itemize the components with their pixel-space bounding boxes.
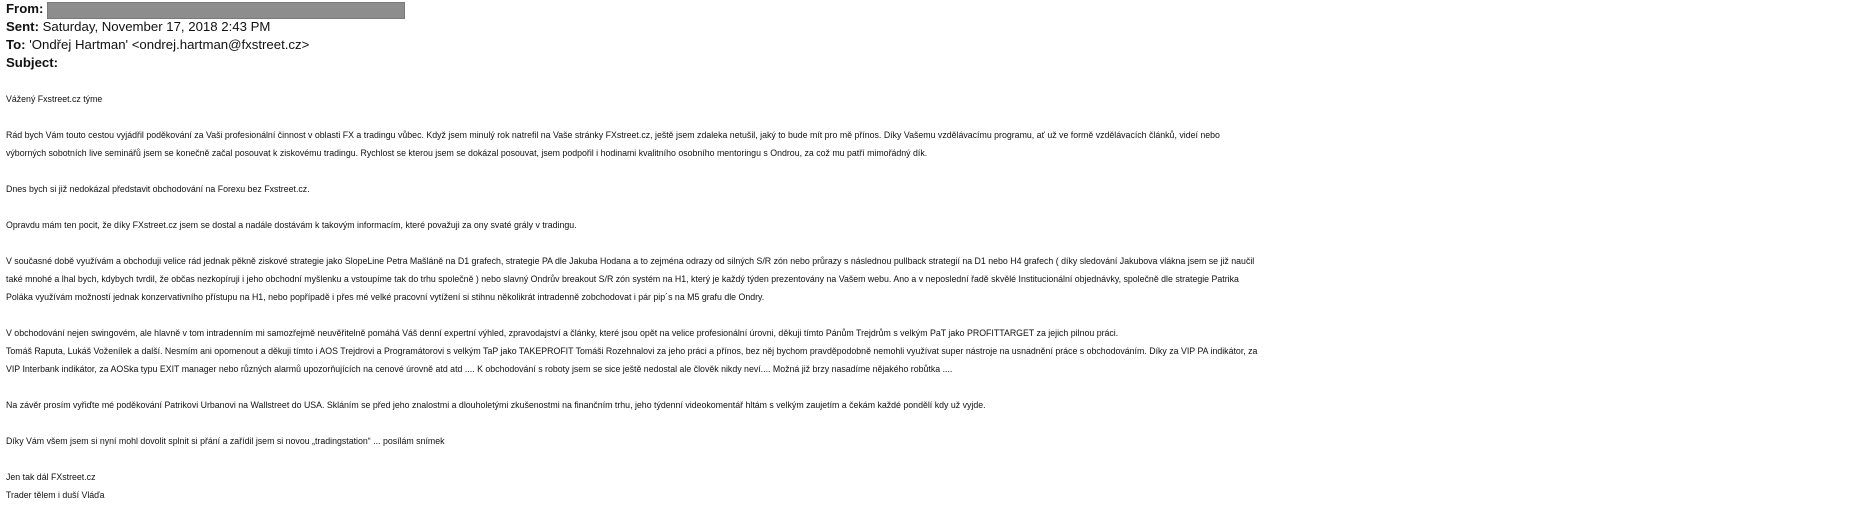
greeting: Vážený Fxstreet.cz týme bbox=[6, 94, 103, 104]
to-label: To: bbox=[6, 37, 26, 52]
from-label: From: bbox=[6, 1, 44, 16]
spacer bbox=[6, 234, 1870, 252]
closing-line: Jen tak dál FXstreet.cz bbox=[6, 472, 96, 482]
paragraph-6: Na závěr prosím vyřiďte mé poděkování Patrikovi Urbanovi na Wallstreet do USA. Skláním se před jeho znalostmi a dlouholetými zkušenostmi na finančním trhu, jeho týdenní videokomentář hltám s velkým zaujetím a čekám každé pondělí kdy už vyjde. bbox=[6, 400, 986, 410]
redacted-sender bbox=[47, 2, 405, 19]
paragraph-3: Opravdu mám ten pocit, že díky FXstreet.cz jsem se dostal a nadále dostávám k takovým informacím, které považuji za ony svaté grály v tradingu. bbox=[6, 220, 577, 230]
paragraph-1 bbox=[6, 126, 1870, 162]
to-row bbox=[6, 36, 1870, 54]
spacer bbox=[6, 198, 1870, 216]
sent-value: Saturday, November 17, 2018 2:43 PM bbox=[42, 19, 271, 34]
spacer bbox=[6, 162, 1870, 180]
subject-row bbox=[6, 54, 1870, 72]
email-message bbox=[6, 0, 1870, 504]
spacer bbox=[6, 306, 1870, 324]
spacer bbox=[6, 450, 1870, 468]
signature: Trader tělem i duší Vláďa bbox=[6, 490, 105, 500]
paragraph-line: V obchodování nejen swingovém, ale hlavně v tom intradenním mi samozřejmě neuvěřitelně pomáhá Váš denní expertní výhled, zpravodajství a články, které jsou opět na velice profesionální úrovni, děkuji tímto Pánům Trejdrům s velkým PaT jako PROFITTARGET za jejich pilnou práci. bbox=[6, 328, 1119, 338]
paragraph-4 bbox=[6, 252, 1870, 306]
sent-label: Sent: bbox=[6, 19, 39, 34]
subject-label: Subject: bbox=[6, 55, 59, 70]
spacer bbox=[6, 414, 1870, 432]
spacer bbox=[6, 378, 1870, 396]
paragraph-line: V současné době využívám a obchoduji velice rád jednak pěkně ziskové strategie jako SlopeLine Petra Mašláně na D1 grafech, strategie PA dle Jakuba Hodana a to zejména odrazy od silných S/R zón nebo průrazy s následnou pullback strategií na D1 nebo H4 grafech ( díky sledování Jakubova vlákna jsem se již naučil bbox=[6, 256, 1255, 266]
paragraph-line: VIP Interbank indikátor, za AOSka typu EXIT manager nebo různých alarmů upozorňujících na cenové úrovně atd atd .... K obchodování s roboty jsem se sice ještě nedostal ale člověk nikdy neví.... Možná již brzy nasadíme nějakého robůtka .... bbox=[6, 364, 953, 374]
paragraph-line: Tomáš Raputa, Lukáš Voženílek a další. Nesmím ani opomenout a děkuji tímto i AOS Trejdrovi a Programátorovi s velkým TaP jako TAKEPROFIT Tomáši Rozehnalovi za jeho práci a přínos, bez něj bychom pravděpodobně nemohli využívat super nástroje na usnadnění práce s obchodováním. Díky za VIP PA indikátor, za bbox=[6, 346, 1258, 356]
closing bbox=[6, 468, 1870, 504]
paragraph-7: Díky Vám všem jsem si nyní mohl dovolit splnit si přání a zařídil jsem si novou „tradingstation“ ... posílám snímek bbox=[6, 436, 445, 446]
paragraph-2: Dnes bych si již nedokázal představit obchodování na Forexu bez Fxstreet.cz. bbox=[6, 184, 310, 194]
spacer bbox=[6, 108, 1870, 126]
paragraph-line: také mnohé a lhal bych, kdybych tvrdil, že občas nezkopíruji i jeho obchodní myšlenku a vstoupíme tak do trhu společně ) nebo slavný Ondrův breakout S/R zón systém na H1, který je každý týden prezentovány na Vašem webu. Ano a v neposlední řadě skvělé Institucionální objednávky, společně dle strategie Patrika bbox=[6, 274, 1239, 284]
sent-row bbox=[6, 18, 1870, 36]
paragraph-line: Poláka využívám možností jednak konzervativního přístupu na H1, nebo popřípadě i přes mé velké pracovní vytížení si stihnu několikrát intradenně zobchodovat i pár pip´s na M5 grafu dle Ondry. bbox=[6, 292, 765, 302]
paragraph-line: výborných sobotních live seminářů jsem se konečně začal posouvat k ziskovému tradingu. Rychlost se kterou jsem se dokázal posouvat, jsem podpořil i hodinami kvalitního osobního mentoringu s Ondrou, za což mu patří mimořádný dík. bbox=[6, 148, 928, 158]
spacer bbox=[6, 72, 1870, 90]
from-row bbox=[6, 0, 1870, 18]
to-value: 'Ondřej Hartman' <ondrej.hartman@fxstreet.cz> bbox=[29, 37, 310, 52]
paragraph-5 bbox=[6, 324, 1870, 378]
paragraph-line: Rád bych Vám touto cestou vyjádřil poděkování za Vaši profesionální činnost v oblasti FX a tradingu vůbec. Když jsem minulý rok natrefil na Vaše stránky FXstreet.cz, ještě jsem zdaleka netušil, jaký to bude mít pro mě přínos. Díky Vašemu vzdělávacímu programu, ať už ve formě vzdělávacích článků, videí nebo bbox=[6, 130, 1220, 140]
